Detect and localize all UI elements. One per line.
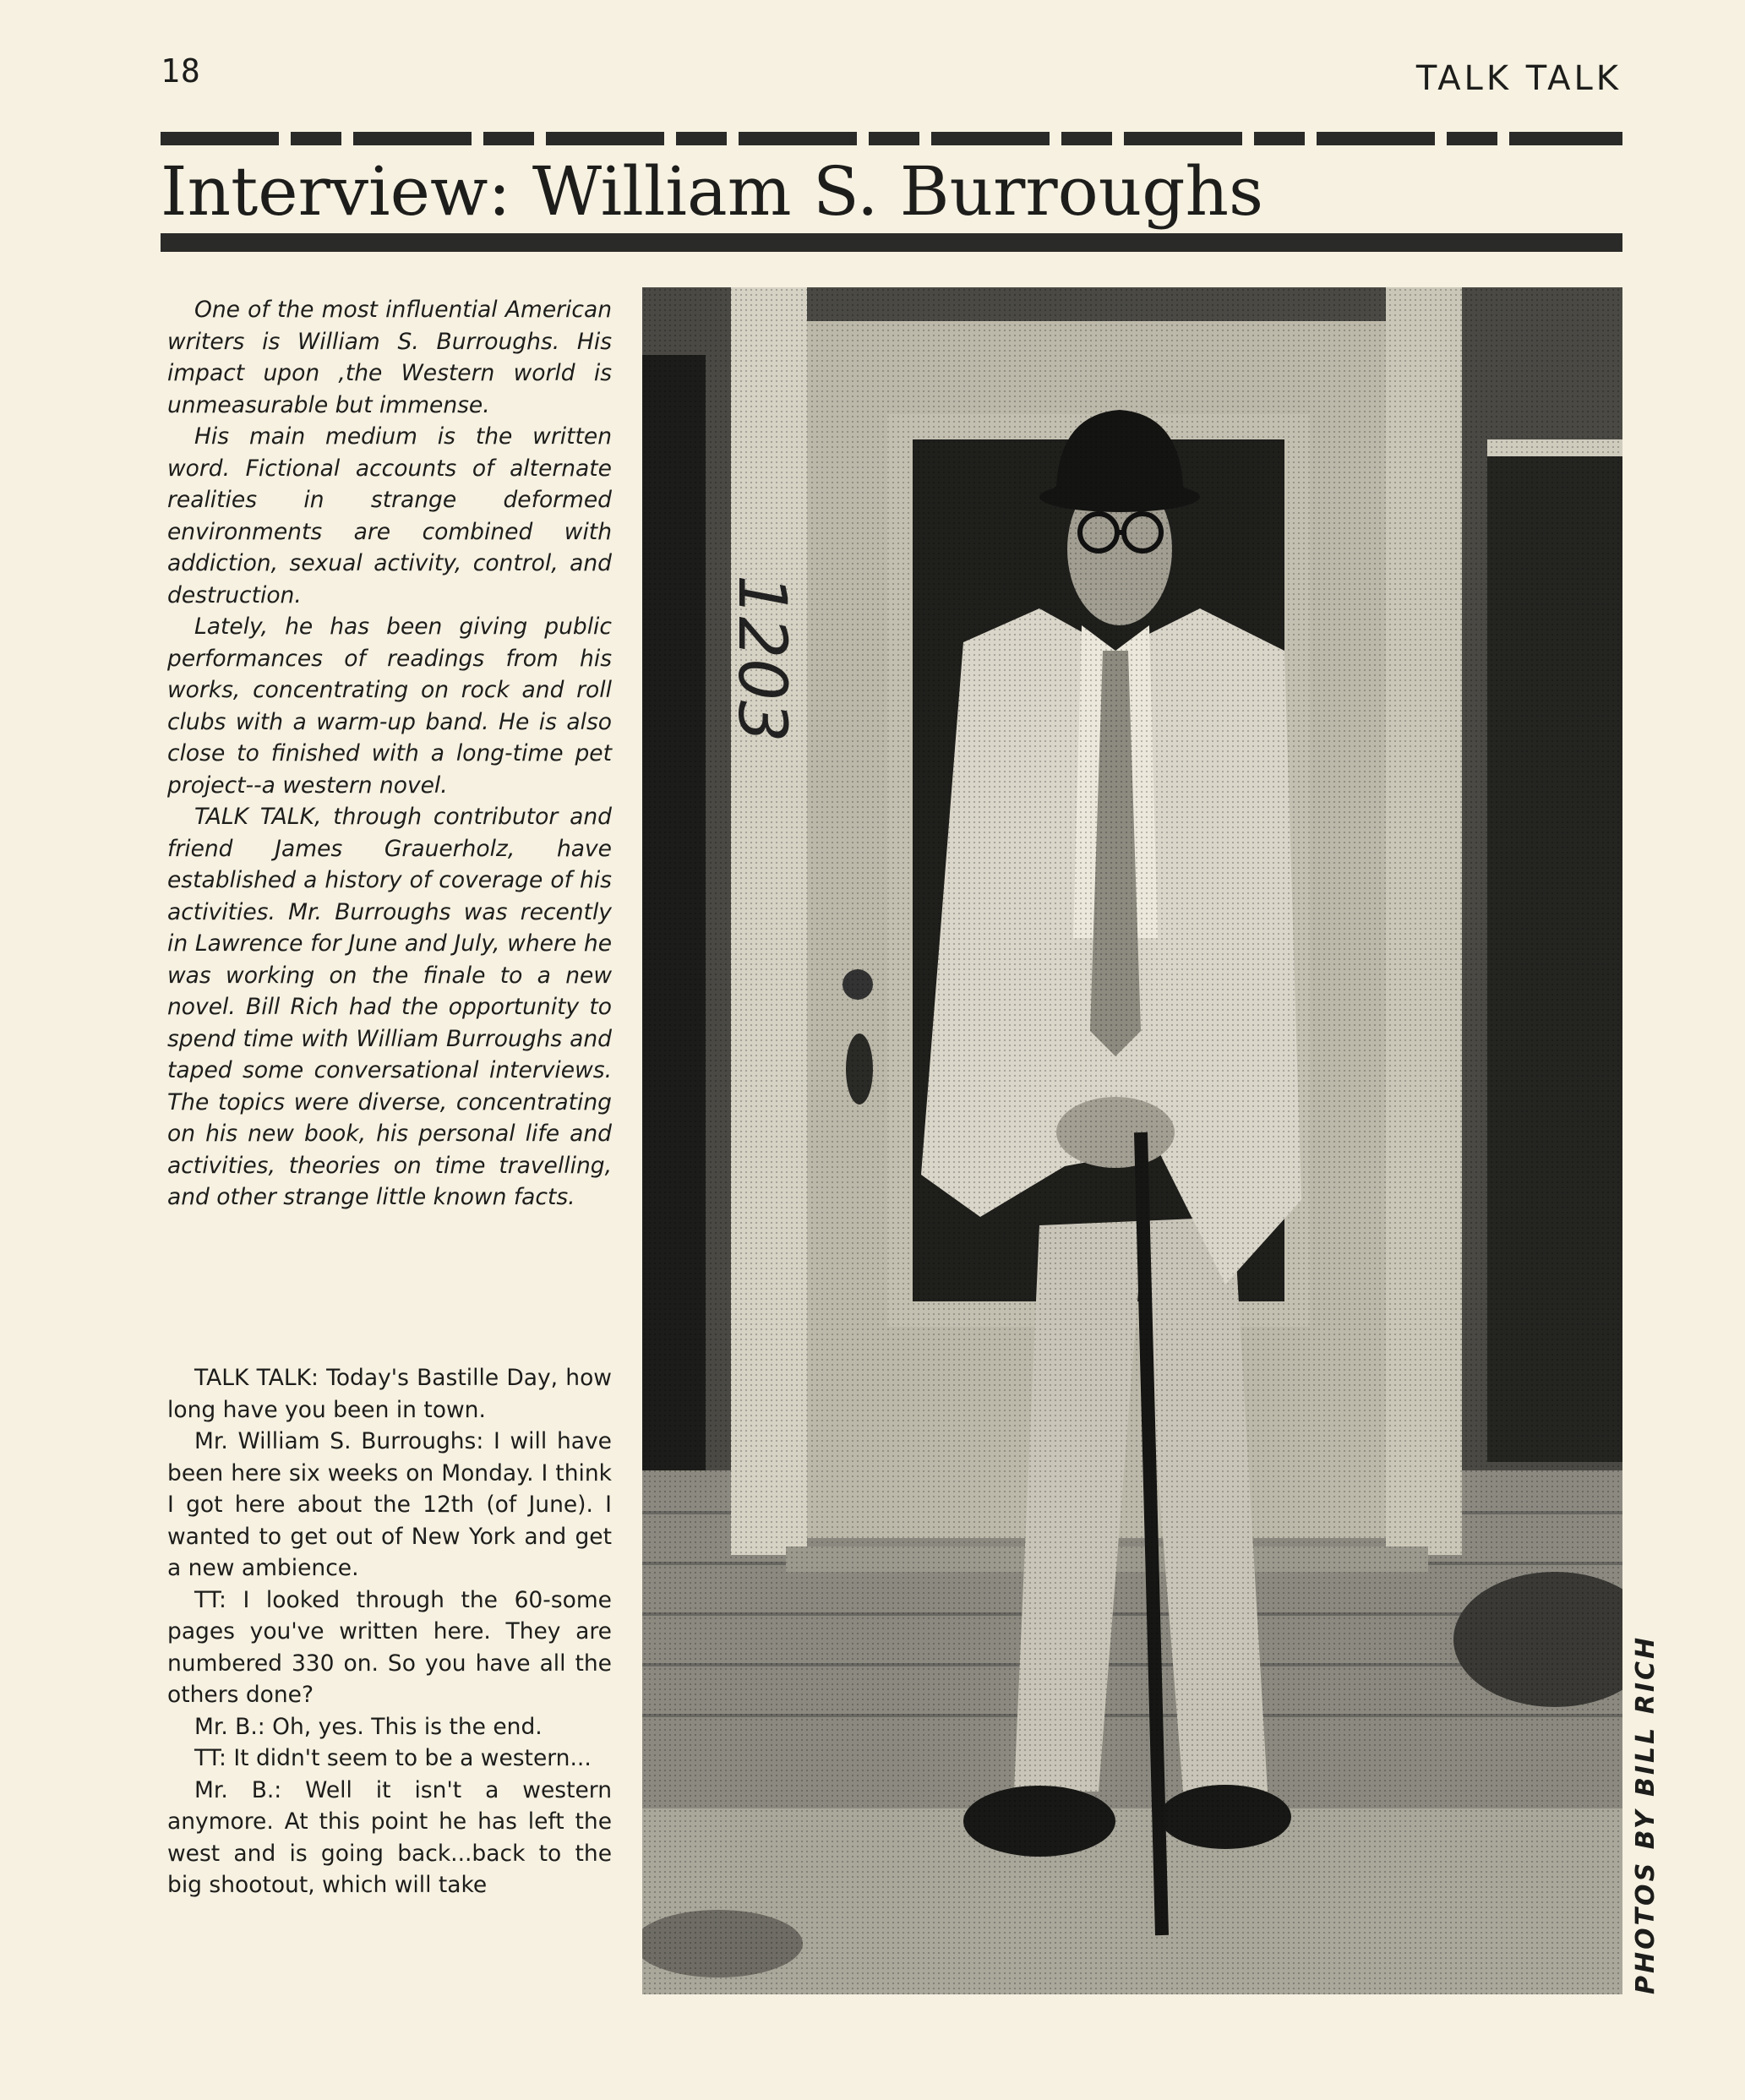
interview-paragraph: TT: It didn't seem to be a western... (194, 1745, 592, 1771)
intro-paragraph: One of the most influential American writers is William S. Burroughs. His impact upon ,the Western world is unmeasurable but immense. (167, 297, 612, 418)
page-number: 18 (161, 52, 201, 90)
interview-text (167, 1362, 612, 1901)
intro-paragraph: His main medium is the written word. Fictional accounts of alternate realities in strange deformed environments are combined with addiction, sexual activity, control, and destruction. (167, 423, 612, 608)
running-head: TALK TALK (1415, 59, 1622, 98)
interview-paragraph: TT: I looked through the 60-some pages you've written here. They are numbered 330 on. So you have all the others done? (167, 1586, 612, 1708)
intro-paragraph: Lately, he has been giving public performances of readings from his works, concentrating on rock and roll clubs with a warm-up band. He is also close to finished with a long-time pet project--a western novel. (167, 614, 612, 799)
interview-paragraph: TALK TALK: Today's Bastille Day, how long have you been in town. (167, 1365, 612, 1423)
article-title: Interview: William S. Burroughs (161, 152, 1264, 231)
intro-paragraph: TALK TALK, through contributor and friend James Grauerholz, have established a history of coverage of his activities. Mr. Burroughs was recently in Lawrence for June and July, where he was working on the finale to a new novel. Bill Rich had the opportunity to spend time with William Burroughs and taped some conversational interviews. The topics were diverse, concentrating on his new book, his personal life and activities, theories on time travelling, and other strange little known facts. (167, 804, 612, 1210)
interview-paragraph: Mr. B.: Well it isn't a western anymore. At this point he has left the west and is going back...back to the big shootout, which will take (167, 1776, 612, 1898)
photo-credit: PHOTOS BY BILL RICH (1631, 1634, 1660, 1994)
photo (642, 287, 1622, 1994)
interview-paragraph: Mr. B.: Oh, yes. This is the end. (194, 1713, 543, 1740)
title-rule-top (161, 132, 1622, 145)
interview-paragraph: Mr. William S. Burroughs: I will have been here six weeks on Monday. I think I got here about the 12th (of June). I wanted to get out of New York and get a new ambience. (167, 1428, 612, 1581)
title-rule-bottom (161, 233, 1622, 252)
photo-illustration (642, 287, 1622, 1994)
intro-text (167, 294, 612, 1214)
